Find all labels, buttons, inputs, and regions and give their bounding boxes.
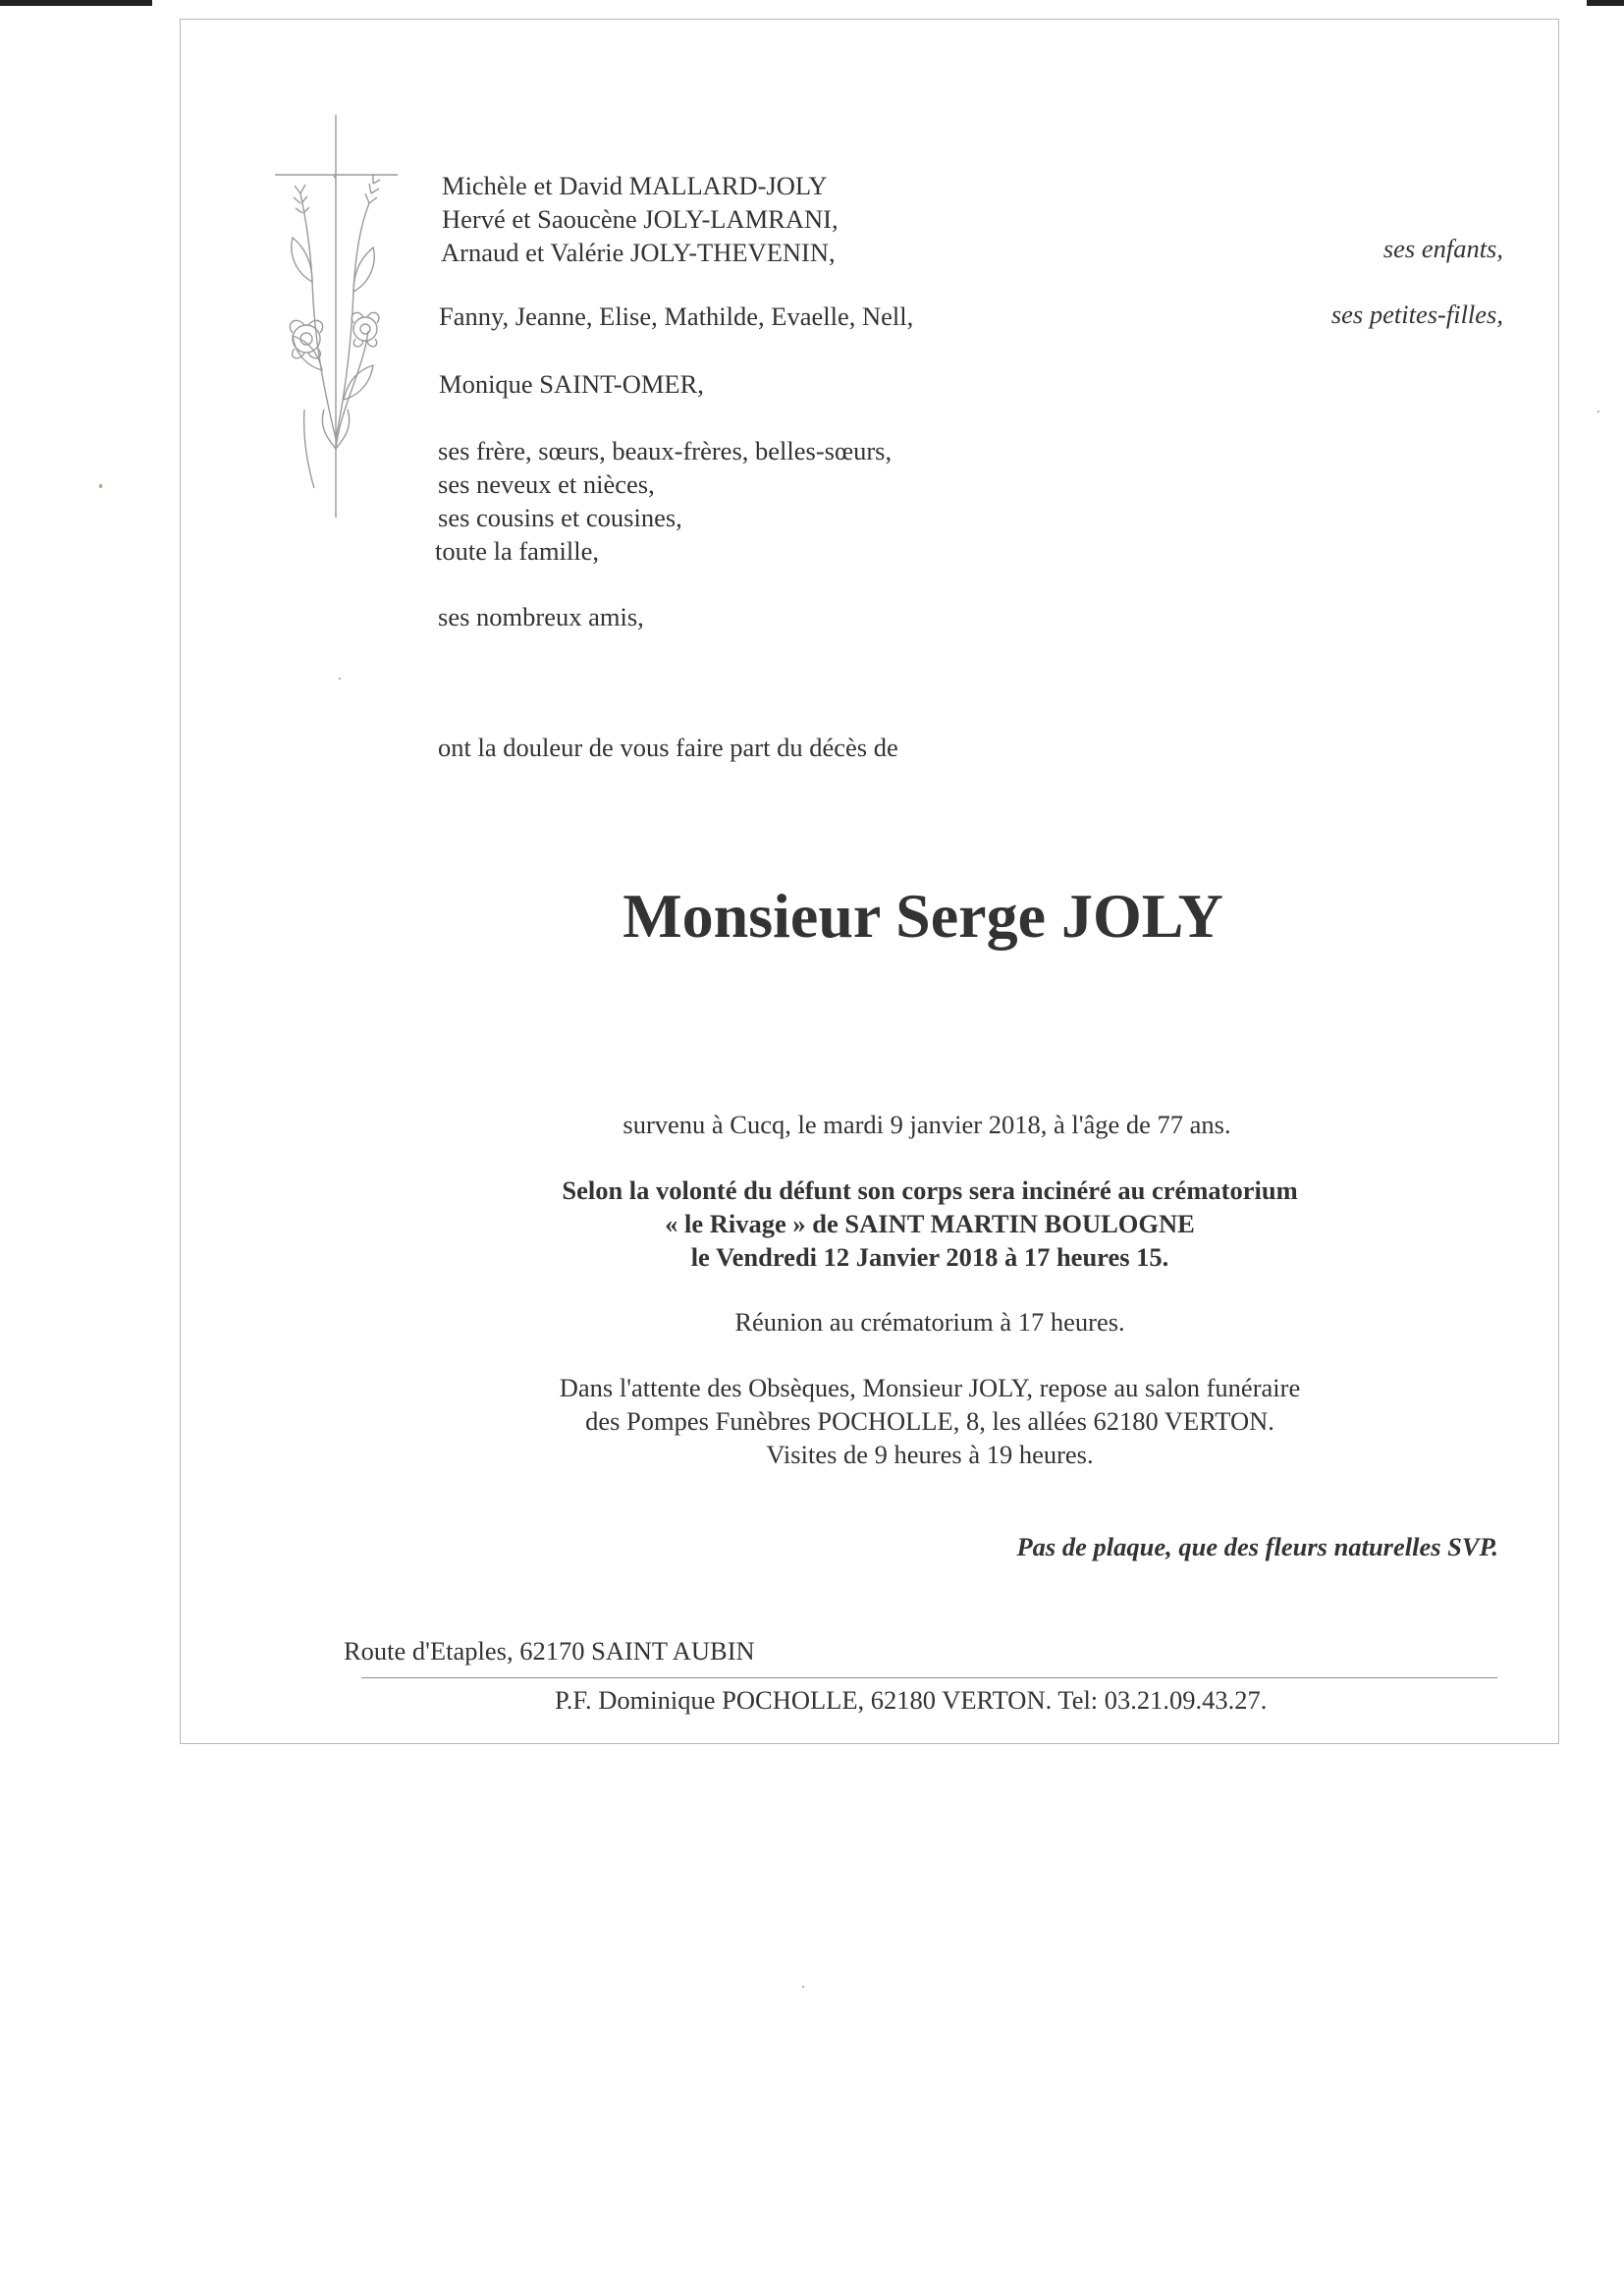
relatives-line-4: toute la famille, [435, 536, 600, 566]
cross-with-flowers-icon [275, 115, 398, 518]
companion-line: Monique SAINT-OMER, [439, 369, 704, 399]
funeral-home-line: P.F. Dominique POCHOLLE, 62180 VERTON. Tel: 03.21.09.43.27. [555, 1685, 1268, 1715]
cremation-line-2: « le Rivage » de SAINT MARTIN BOULOGNE [665, 1209, 1195, 1238]
grandchildren-role: ses petites-filles, [1330, 300, 1503, 329]
scan-edge-mark-right [1587, 0, 1624, 6]
flowers-request: Pas de plaque, que des fleurs naturelles SVP. [1016, 1532, 1498, 1561]
cremation-line-1: Selon la volonté du défunt son corps sera incinéré au crématorium [562, 1175, 1298, 1205]
children-line-2: Hervé et Saoucène JOLY-LAMRANI, [442, 204, 839, 234]
viewing-line-1: Dans l'attente des Obsèques, Monsieur JOLY, repose au salon funéraire [559, 1373, 1301, 1402]
relatives-line-3: ses cousins et cousines, [438, 503, 682, 532]
viewing-line-3: Visites de 9 heures à 19 heures. [766, 1440, 1094, 1469]
footer-divider [361, 1677, 1497, 1678]
cremation-line-3: le Vendredi 12 Janvier 2018 à 17 heures 15. [690, 1242, 1169, 1272]
children-line-3: Arnaud et Valérie JOLY-THEVENIN, [441, 238, 836, 267]
scan-speck [1597, 410, 1599, 412]
friends-line: ses nombreux amis, [438, 602, 644, 631]
viewing-line-2: des Pompes Funèbres POCHOLLE, 8, les allées 62180 VERTON. [585, 1406, 1274, 1436]
address-line: Route d'Etaples, 62170 SAINT AUBIN [344, 1636, 755, 1666]
scan-speck [99, 484, 102, 488]
relatives-line-1: ses frère, sœurs, beaux-frères, belles-sœurs, [438, 436, 893, 465]
scan-speck [802, 1986, 804, 1988]
deceased-name: Monsieur Serge JOLY [623, 881, 1223, 951]
announcement-line: ont la douleur de vous faire part du décès de [438, 733, 898, 762]
scan-edge-mark-left [0, 0, 152, 6]
death-info: survenu à Cucq, le mardi 9 janvier 2018, à l'âge de 77 ans. [623, 1110, 1231, 1139]
relatives-line-2: ses neveux et nièces, [438, 469, 655, 499]
grandchildren-line: Fanny, Jeanne, Elise, Mathilde, Evaelle, Nell, [439, 301, 914, 331]
children-role: ses enfants, [1382, 234, 1503, 263]
meeting-line: Réunion au crématorium à 17 heures. [734, 1307, 1125, 1337]
children-line-1: Michèle et David MALLARD-JOLY [442, 171, 828, 200]
